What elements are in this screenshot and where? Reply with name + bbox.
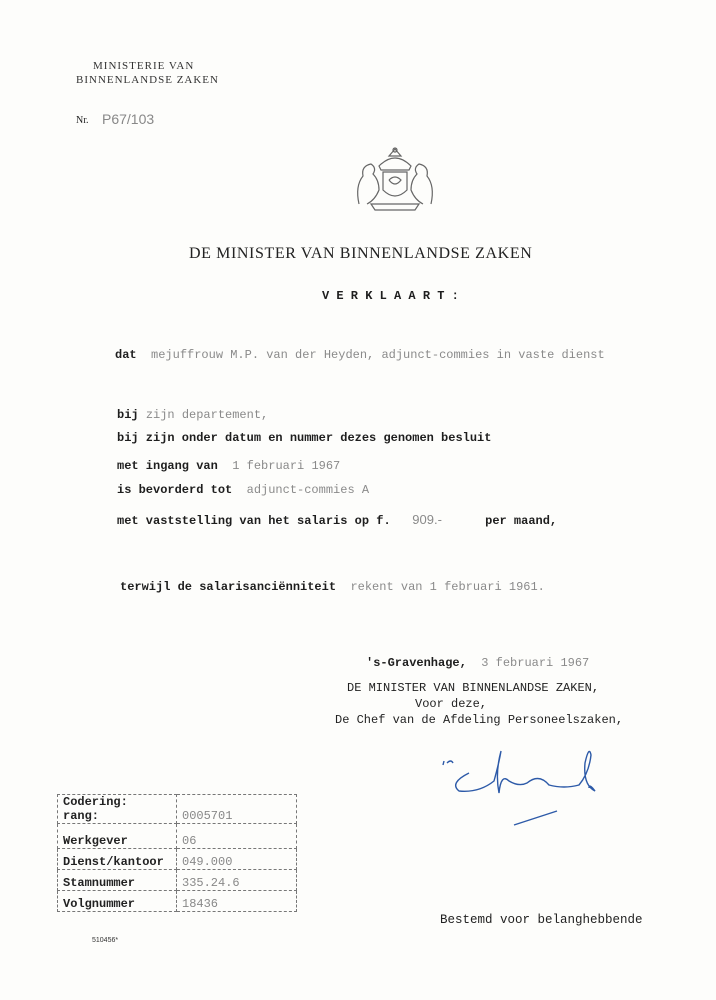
promoted-label: is bevorderd tot — [117, 483, 233, 497]
signature-line2: Voor deze, — [415, 697, 488, 711]
table-row — [58, 795, 297, 824]
seniority-value: rekent van 1 februari 1961. — [350, 580, 545, 594]
salary-value: 909.- — [412, 512, 442, 527]
form-code: 510456* — [92, 937, 119, 944]
place: 's-Gravenhage, — [366, 656, 467, 670]
table-label: Codering: rang: — [58, 795, 177, 824]
table-label: Stamnummer — [58, 870, 177, 891]
letterhead-line2: BINNENLANDSE ZAKEN — [76, 74, 219, 86]
table-value: 049.000 — [177, 849, 297, 870]
table-label: Dienst/kantoor — [58, 849, 177, 870]
handwritten-signature — [420, 725, 619, 838]
promoted-value: adjunct-commies A — [246, 483, 370, 497]
coding-table — [57, 794, 297, 912]
effective-value: 1 februari 1967 — [232, 459, 341, 473]
destination-note: Bestemd voor belanghebbende — [440, 913, 643, 927]
table-label: Volgnummer — [58, 891, 177, 912]
table-label: Werkgever — [58, 824, 177, 849]
nr-value: P67/103 — [102, 111, 155, 127]
table-row — [58, 870, 297, 891]
table-value: 0005701 — [177, 795, 297, 824]
table-row — [58, 891, 297, 912]
table-row — [58, 824, 297, 849]
table-value: 06 — [177, 824, 297, 849]
table-value: 18436 — [177, 891, 297, 912]
coat-of-arms-emblem — [330, 128, 441, 221]
dept-label: bij — [117, 408, 139, 422]
table-row — [58, 849, 297, 870]
salary-suffix: per maand, — [485, 514, 558, 528]
letterhead-line1: MINISTERIE VAN — [93, 60, 195, 72]
decision-line: bij zijn onder datum en nummer dezes genomen besluit — [117, 431, 492, 445]
table-value: 335.24.6 — [177, 870, 297, 891]
dept-value: zijn departement, — [145, 408, 269, 422]
person-value: mejuffrouw M.P. van der Heyden, adjunct-commies in vaste dienst — [151, 348, 605, 362]
verklaart-heading: V E R K L A A R T : — [322, 289, 459, 303]
dat-label: dat — [115, 348, 137, 362]
document-title: DE MINISTER VAN BINNENLANDSE ZAKEN — [189, 245, 533, 262]
effective-label: met ingang van — [117, 459, 218, 473]
nr-label: Nr. — [76, 115, 89, 126]
signature-line1: DE MINISTER VAN BINNENLANDSE ZAKEN, — [347, 681, 600, 695]
seniority-label: terwijl de salarisanciënniteit — [120, 580, 337, 594]
signature-line3: De Chef van de Afdeling Personeelszaken, — [335, 713, 624, 727]
salary-label: met vaststelling van het salaris op f. — [117, 514, 391, 528]
signature-date: 3 februari 1967 — [481, 656, 590, 670]
